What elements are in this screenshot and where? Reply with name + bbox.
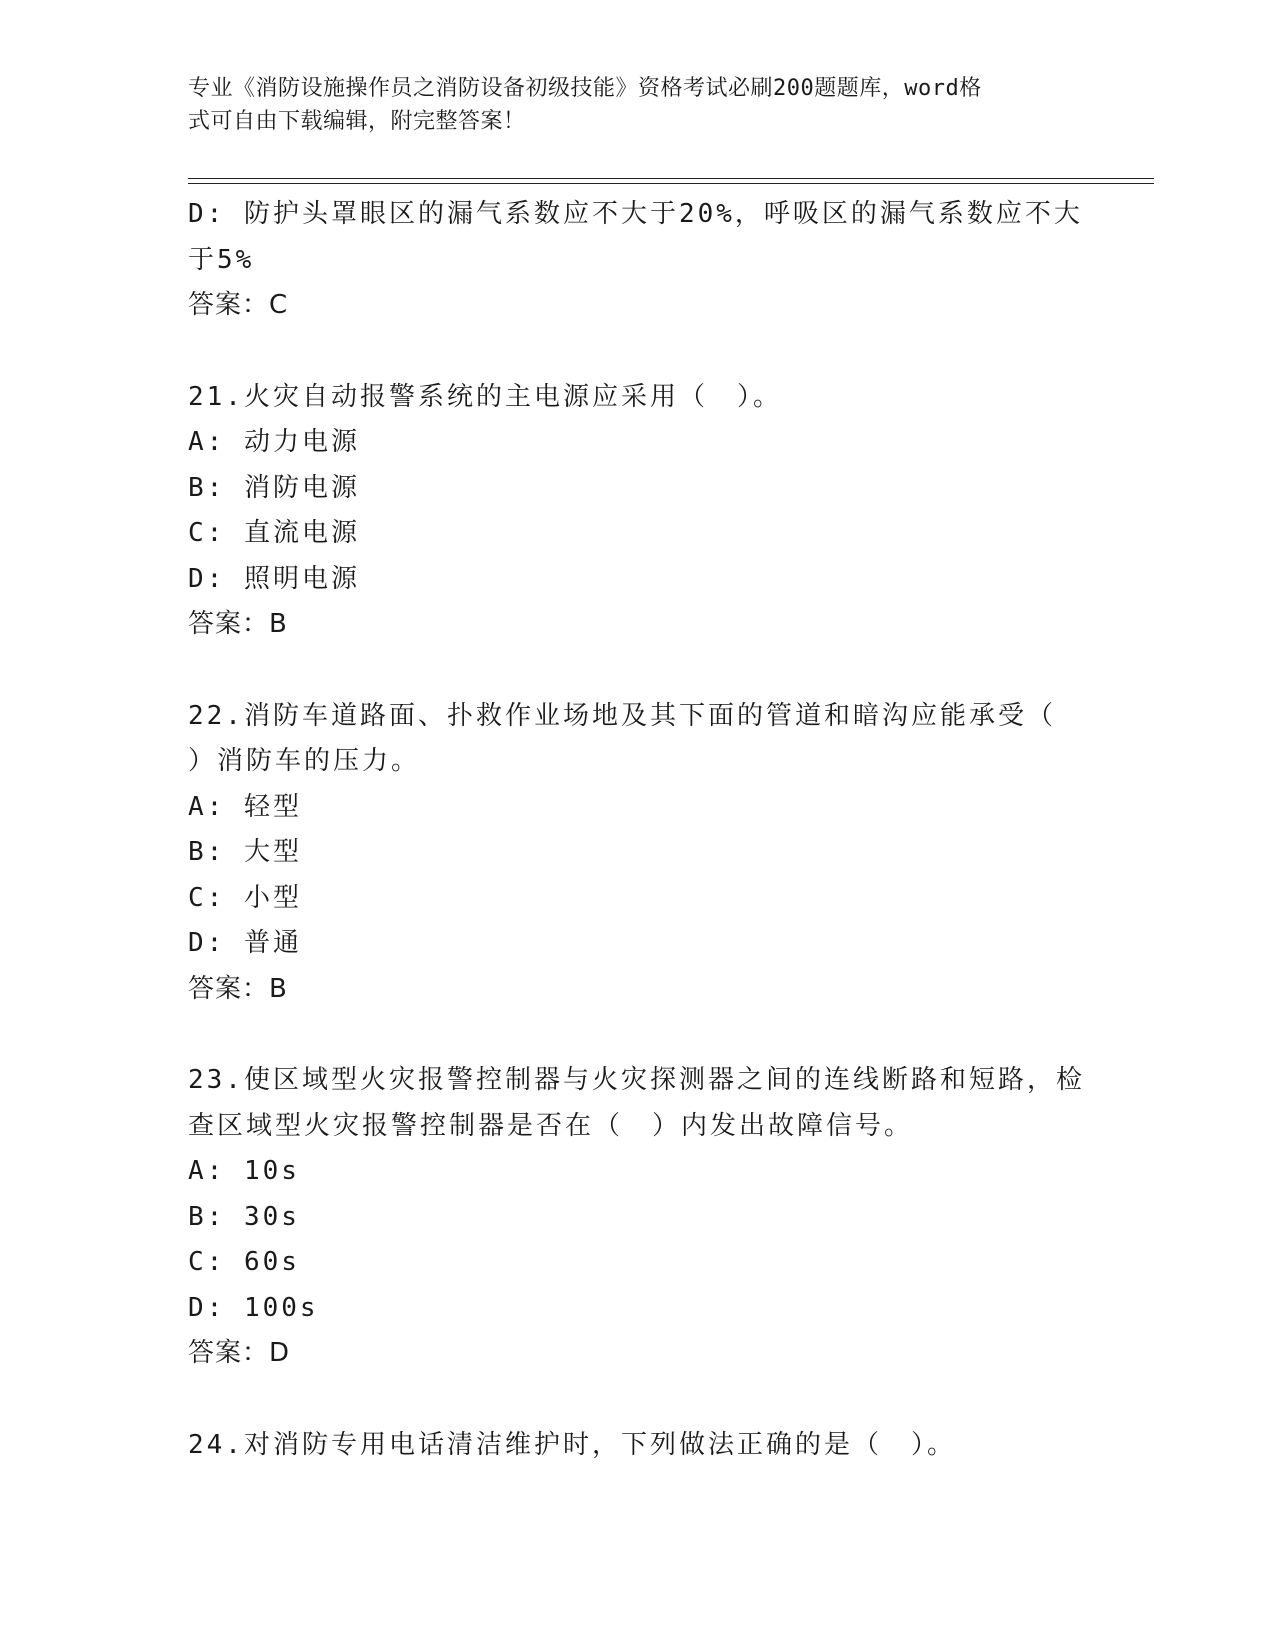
answer: 答案：B — [188, 973, 288, 1004]
question-text: 22.消防车道路面、扑救作业场地及其下面的管道和暗沟应能承受（ — [188, 700, 1056, 731]
question-23 — [188, 1058, 1088, 1377]
question-24 — [188, 1423, 1088, 1469]
question-text: 21.火灾自动报警系统的主电源应采用（ ）。 — [188, 381, 782, 412]
question-text-continued: ）消防车的压力。 — [188, 746, 421, 776]
answer: 答案：C — [188, 290, 289, 320]
question-21 — [188, 375, 1088, 648]
option-d: D: 100s — [188, 1292, 319, 1323]
option-d: D: 照明电源 — [188, 563, 360, 594]
option-c: C: 小型 — [188, 882, 302, 913]
option-b: B: 大型 — [188, 837, 302, 867]
option-b: B: 消防电源 — [188, 472, 360, 503]
option-c: C: 60s — [188, 1247, 300, 1277]
option-a: A: 10s — [188, 1156, 300, 1186]
option-d: D: 普通 — [188, 928, 302, 958]
answer: 答案：B — [188, 609, 288, 639]
question-22 — [188, 694, 1088, 1013]
option-a: A: 动力电源 — [188, 427, 360, 457]
option-d: D: 防护头罩眼区的漏气系数应不大于20%，呼吸区的漏气系数应不大 — [188, 199, 1083, 229]
option-a: A: 轻型 — [188, 791, 302, 822]
question-text-continued: 查区域型火灾报警控制器是否在（ ）内发出故障信号。 — [188, 1110, 914, 1141]
option-c: C: 直流电源 — [188, 518, 360, 548]
answer: 答案：D — [188, 1338, 291, 1368]
question-text: 23.使区域型火灾报警控制器与火灾探测器之间的连线断路和短路，检 — [188, 1065, 1085, 1095]
document-header — [188, 72, 1068, 138]
option-d-continued: 于5% — [188, 244, 255, 275]
header-divider-bottom — [188, 183, 1154, 184]
header-divider-top — [188, 178, 1154, 179]
question-text: 24.对消防专用电话清洁维护时，下列做法正确的是（ ）。 — [188, 1429, 956, 1460]
header-line-2: 式可自由下载编辑，附完整答案！ — [188, 109, 526, 134]
header-line-1: 专业《消防设施操作员之消防设备初级技能》资格考试必刷200题题库，word格 — [188, 76, 982, 101]
prev-question-tail — [188, 192, 1088, 329]
option-b: B: 30s — [188, 1201, 300, 1232]
question-list — [188, 192, 1088, 1468]
